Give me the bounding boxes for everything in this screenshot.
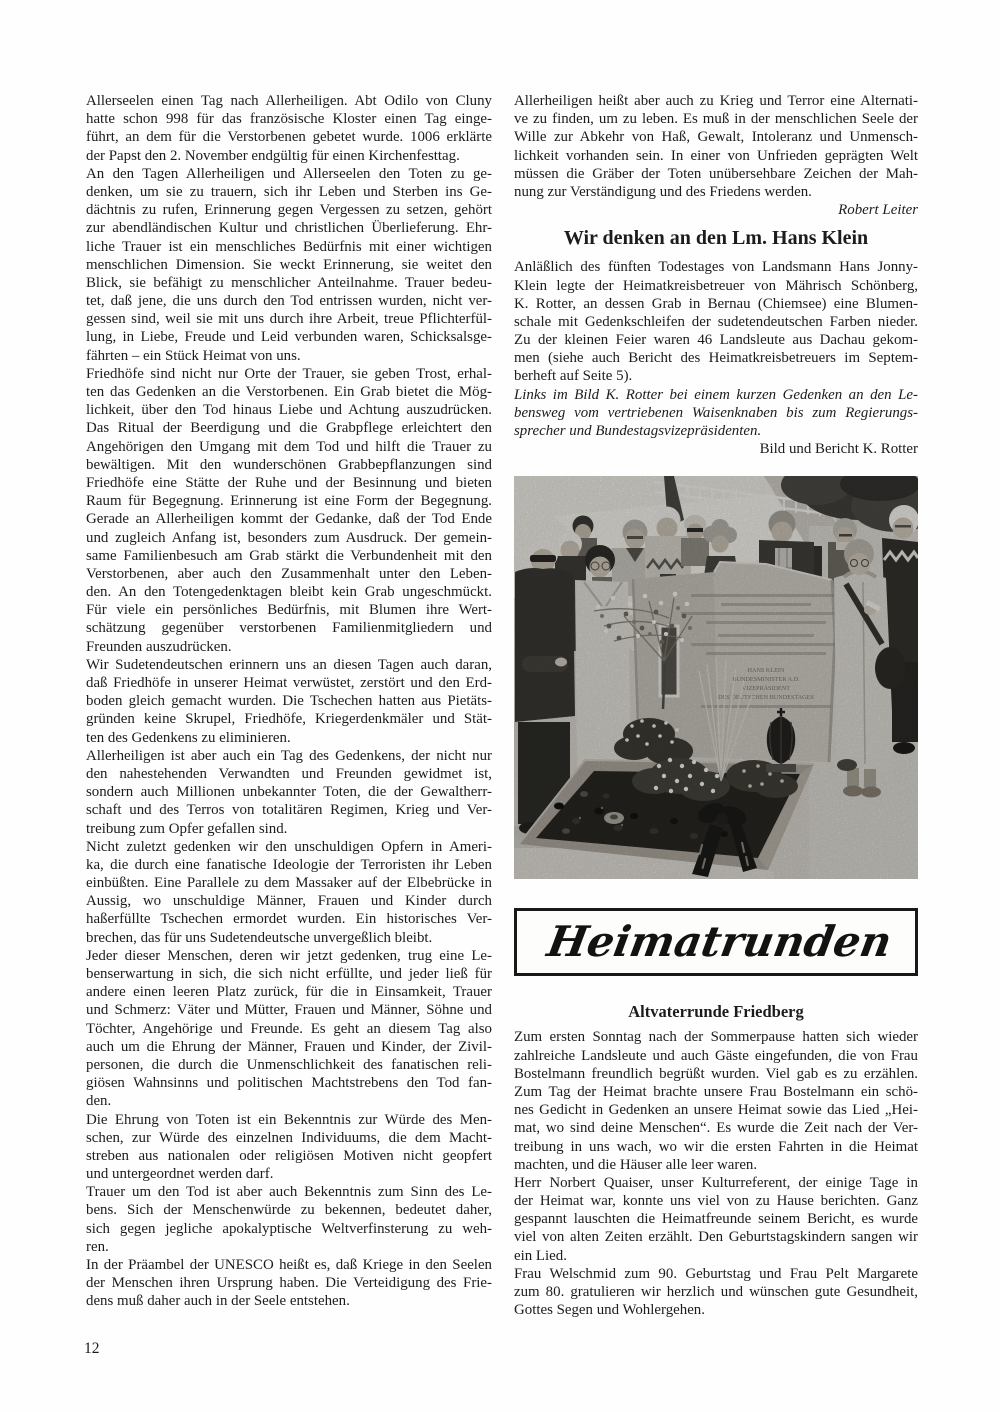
- text-line: lichkeit vorhanden sein. In einer von Unfrieden geprägten Welt: [514, 147, 918, 164]
- text-line: Zum ersten Sonntag nach der Sommerpause hatten sich wieder: [514, 1029, 918, 1046]
- right-column: [514, 92, 918, 1319]
- text-line: In der Präambel der UNESCO heißt es, daß Kriege in den Seelen: [86, 1257, 492, 1273]
- text-line: Herr Norbert Quaiser, unser Kulturreferent, der einige Tage in: [514, 1174, 918, 1191]
- text-line: Zu der kleinen Feier waren 46 Landsleute aus Dachau gekom-: [514, 332, 918, 349]
- text-line: Friedhöfe sind nicht nur Orte der Trauer, sie geben Trost, erhal-: [86, 365, 492, 382]
- text-line: der Menschen ihren Ursprung haben. Die Verteidigung des Frie-: [86, 1275, 492, 1292]
- text-line: gessen sind, weil sie mit uns durch ihre Arbeit, treue Pflichterfül-: [86, 311, 492, 328]
- text-line: mat, wo sind deine Menschen“. Es wurde die Zeit nach der Ver-: [514, 1120, 918, 1137]
- text-line: bensweg vom vertriebenen Waisenknaben bis zum Regierungs-: [514, 404, 918, 421]
- text-line: schaft und des Terros von totalitären Regimen, Krieg und Ver-: [86, 802, 492, 819]
- text-line: nes Gedicht in Gedenken an unsere Heimat sowie das Lied „Hei-: [514, 1102, 918, 1119]
- text-line: Anläßlich des fünften Todestages von Landsmann Hans Jonny-: [514, 259, 918, 276]
- text-line: Verstorbenen, aber auch den Zusammenhalt unter den Leben-: [86, 565, 492, 582]
- text-line: der Papst den 2. November endgültig für einen Kirchenfesttag.: [86, 147, 460, 164]
- text-line: den nahestehenden Verwandten und Freunden gewidmet ist,: [86, 765, 492, 782]
- paragraph: [86, 947, 492, 1111]
- memorial-photo: [514, 476, 918, 879]
- text-line: haßerfüllte Tschechen ermordet wurden. Ein historisches Ver-: [86, 911, 492, 928]
- text-line: Jeder dieser Menschen, deren wir jetzt gedenken, trug eine Le-: [86, 947, 492, 964]
- text-line: Frau Welschmid zum 90. Geburtstag und Frau Pelt Margarete: [514, 1265, 918, 1282]
- paragraph: [86, 92, 492, 165]
- text-line: fährten – ein Stück Heimat von uns.: [86, 347, 301, 364]
- text-line: Trauer um den Tod ist aber auch Bekenntnis zum Sinn des Le-: [86, 1184, 492, 1201]
- text-line: Gerade an Allerheiligen kommt der Gedanke, daß der Tod Ende: [86, 511, 492, 528]
- text-line: ka, die durch eine fanatische Ideologie der Terroristen ihr Leben: [86, 856, 492, 873]
- text-line: treibung zum Opfer gefallen sind.: [86, 820, 288, 837]
- text-line: Wille zur Abkehr von Haß, Gewalt, Intoleranz und Unmensch-: [514, 129, 918, 146]
- byline-robert-leiter: Robert Leiter: [838, 202, 918, 219]
- text-line: und untergeordnet werden darf.: [86, 1166, 274, 1183]
- text-line: benserwartung in sich, die sich nicht erfüllte, und jeder ließ für: [86, 966, 492, 982]
- text-line: tet, daß jene, die uns durch den Tod entrissen wurden, nicht ver-: [86, 293, 492, 310]
- text-line: sprecher und Bundestagsvizepräsidenten.: [514, 423, 762, 439]
- text-line: Freunden auszudrücken.: [86, 638, 232, 655]
- inscription-line: HANS KLEIN: [747, 667, 785, 675]
- page-number: 12: [84, 1340, 100, 1357]
- text-line: Angehörigen den Umgang mit dem Tod und hilft die Trauer zu: [86, 438, 492, 455]
- text-line: Nicht zuletzt gedenken wir den unschuldigen Opfern in Ameri-: [86, 838, 492, 855]
- text-line: lichkeit, über den Tod hinaus Liebe und Achtung auszudrücken.: [86, 402, 492, 419]
- text-line: Allerseelen einen Tag nach Allerheiligen. Abt Odilo von Cluny: [86, 93, 492, 109]
- intro-paragraph: [514, 92, 918, 201]
- text-line: brechen, das für uns Sudetendeutsche unvergeßlich bleibt.: [86, 929, 433, 946]
- text-line: andere einen leeren Platz zurück, für die in Einsamkeit, Trauer: [86, 984, 492, 1001]
- text-line: Allerheiligen ist aber auch ein Tag des Gedenkens, der nicht nur: [86, 747, 492, 764]
- text-line: K. Rotter, an dessen Grab in Bernau (Chiemsee) eine Blumen-: [514, 295, 918, 312]
- photo-caption: [514, 386, 918, 441]
- text-line: Für viele ein persönliches Bedürfnis, mit Blumen ihre Wert-: [86, 602, 492, 619]
- text-line: lung, in Liebe, Freude und Leid verbunden waren, Schicksalsge-: [86, 329, 492, 346]
- text-line: ein Lied.: [514, 1247, 567, 1264]
- text-line: schätzung gegenüber verstorbenen Familienmitgliedern und: [86, 620, 492, 637]
- text-line: Blick, sie befähigt zu menschlicher Anteilnahme. Trauer bedeu-: [86, 274, 492, 291]
- article-title-altvaterrunde: Altvaterrunde Friedberg: [628, 1002, 804, 1022]
- text-line: Zum Tag der Heimat brachte unsere Frau Bostelmann ein schö-: [514, 1083, 918, 1100]
- text-line: dens muß daher auch in der Seele entstehen.: [86, 1293, 350, 1310]
- text-line: Die Ehrung von Toten ist ein Bekenntnis zur Würde des Men-: [86, 1111, 492, 1128]
- text-line: nung zur Verständigung und des Friedens werden.: [514, 183, 812, 200]
- text-line: Klein legte der Heimatkreisbetreuer von Mährisch Schönberg,: [514, 277, 918, 294]
- photo-credit: Bild und Bericht K. Rotter: [759, 441, 918, 458]
- text-line: Wir Sudetendeutschen erinnern uns an diesen Tagen auch daran,: [86, 656, 492, 673]
- text-line: Gottes Segen und Wohlergehen.: [514, 1302, 705, 1319]
- inscription-line: VIZEPRÄSIDENT: [741, 685, 791, 693]
- text-line: hatte schon 998 für das französische Kloster einen Tag einge-: [86, 111, 492, 128]
- text-line: Allerheiligen heißt aber auch zu Krieg und Terror eine Alternati-: [514, 93, 918, 109]
- text-line: müssen die Gräber der Toten unübersehbare Zeichen der Mah-: [514, 165, 918, 182]
- text-line: berheft auf Seite 5).: [514, 368, 633, 385]
- article-title-hans-klein: Wir denken an den Lm. Hans Klein: [563, 227, 869, 250]
- friedberg-paragraph: [514, 1174, 918, 1265]
- text-line: same Familienbesuch am Grab stärkt die Verbundenheit mit den: [86, 547, 492, 564]
- text-line: sich gegen jegliche apokalyptische Weltverfinsterung zu weh-: [86, 1220, 492, 1237]
- text-line: Töchter, Angehörige und Freunde. Es geht an diesem Tag also: [86, 1020, 492, 1037]
- text-line: denken, um sie zu trauern, sich ihr Leben und Sterben ins Ge-: [86, 183, 492, 200]
- text-line: Friedhöfe eine Stätte der Ruhe und der Besinnung und bieten: [86, 474, 492, 491]
- text-line: einbüßten. Eine Parallele zu dem Massaker auf der Elbebrücke in: [86, 875, 492, 892]
- text-line: giösen Wahnsinns und politischen Machtstrebens den Tod fan-: [86, 1075, 492, 1092]
- text-line: Bostelmann freundlich begrüßt wurden. Viel gab es zu erzählen.: [514, 1065, 918, 1082]
- paragraph: [86, 165, 492, 365]
- text-line: menschlichen Dimension. Sie weckt Erinnerung, sie weitet den: [86, 256, 492, 273]
- heimatrunden-banner: [514, 908, 918, 976]
- text-line: sondern auch Millionen unbekannter Toten, die der Gewaltherr-: [86, 784, 492, 801]
- text-line: und Schmerz: Väter und Mütter, Frauen und Männer, Söhne und: [86, 1002, 492, 1019]
- paragraph: [86, 365, 492, 656]
- text-line: schale mit Gedenkschleifen der sudetendeutschen Farben nieder.: [514, 313, 918, 330]
- text-line: auch um die Ehrung der Männer, Frauen und Kinder, der Zivil-: [86, 1038, 492, 1055]
- text-line: ten des Gedenkens zu eliminieren.: [86, 729, 291, 746]
- text-line: den.: [86, 1093, 112, 1110]
- text-line: schen, zur Würde des einzelnen Individuums, die dem Macht-: [86, 1129, 492, 1146]
- text-line: ten das Gedenken an die Verstorbenen. Ein Grab bietet die Mög-: [86, 384, 492, 400]
- paragraph: [86, 838, 492, 947]
- inscription-line: BUNDESMINISTER A.D.: [732, 676, 800, 684]
- text-line: men (siehe auch Bericht des Heimatkreisbetreuers im Septem-: [514, 350, 918, 367]
- paragraph: [86, 656, 492, 747]
- text-line: An den Tagen Allerheiligen und Allerseelen den Toten zu ge-: [86, 165, 492, 182]
- paragraph: [86, 1256, 492, 1311]
- text-line: bens. Sich der Menschenwürde zu bekennen, bedeutet daher,: [86, 1202, 492, 1219]
- text-line: gründen keine Skrupel, Friedhöfe, Kriegerdenkmäler und Stät-: [86, 711, 492, 728]
- text-line: gespannt lauschten die Heimatfreunde seinem Bericht, es wurde: [514, 1211, 918, 1228]
- text-line: den. An den Totengedenktagen bleibt kein Grab ungeschmückt.: [86, 584, 492, 601]
- text-line: treibung in uns wach, wo wir die ersten Fahrten in die Heimat: [514, 1138, 918, 1155]
- text-line: streben aus nationalen oder religiösen Motiven nicht geopfert: [86, 1147, 492, 1164]
- text-line: zahlreiche Landsleute und auch Gäste eingefunden, die von Frau: [514, 1047, 918, 1064]
- text-line: führt, an dem für die Verstorbenen gebetet wurde. 1006 erklärte: [86, 129, 492, 146]
- text-line: Das Ritual der Beerdigung und die Grabpflege erleichtert den: [86, 420, 492, 437]
- text-line: und zugleich Anfang ist, besonders zum Ausdruck. Der gemein-: [86, 529, 492, 546]
- banner-title: Heimatrunden: [543, 916, 896, 967]
- friedberg-paragraph: [514, 1028, 918, 1174]
- text-line: bewältigen. Mit den wunderschönen Grabbepflanzungen sind: [86, 456, 492, 473]
- text-line: zum 80. gratulieren wir herzlich und wünschen gute Gesundheit,: [514, 1284, 918, 1300]
- text-line: daß Friedhöfe in unserer Heimat verwüstet, zerstört und den Erd-: [86, 675, 492, 691]
- text-line: Links im Bild K. Rotter bei einem kurzen Gedenken an den Le-: [514, 386, 918, 403]
- text-line: machten, und die Häuser alle leer waren.: [514, 1156, 758, 1173]
- text-line: ve zu finden, um zu leben. Es muß in der menschlichen Seele der: [514, 111, 918, 128]
- text-line: der Heimat war, konnte uns viel von zu Hause berichten. Ganz: [514, 1193, 918, 1210]
- text-line: viel von alten Zeiten erzählt. Den Geburtstagskindern sangen wir: [514, 1229, 918, 1246]
- left-column: [86, 92, 492, 1311]
- paragraph: [86, 1111, 492, 1184]
- text-line: ren.: [86, 1238, 109, 1255]
- text-line: Aussig, wo unschuldige Männer, Frauen und Kinder durch: [86, 893, 492, 910]
- friedberg-paragraph: [514, 1265, 918, 1320]
- paragraph: [86, 747, 492, 838]
- text-line: Raum für Begegnung. Erinnerung ist eine Form der Begegnung.: [86, 493, 492, 510]
- text-line: zur abendländischen Kultur und christlichen Überlieferung. Ehr-: [86, 220, 492, 237]
- text-line: boden gleich gemacht wurden. Die Tschechen hatten aus Pietäts-: [86, 693, 492, 710]
- inscription-line: DES DEUTSCHEN BUNDESTAGES: [718, 694, 814, 702]
- paragraph: [86, 1183, 492, 1256]
- text-line: liche Trauer ist ein menschliches Bedürfnis mit einer wichtigen: [86, 238, 492, 255]
- text-line: dächtnis zu rufen, Erinnerung gegen Vergessen zu setzen, gehört: [86, 202, 492, 219]
- klein-paragraph: [514, 258, 918, 385]
- text-line: personen, die durch die Unmenschlichkeit des fanatischen reli-: [86, 1056, 492, 1073]
